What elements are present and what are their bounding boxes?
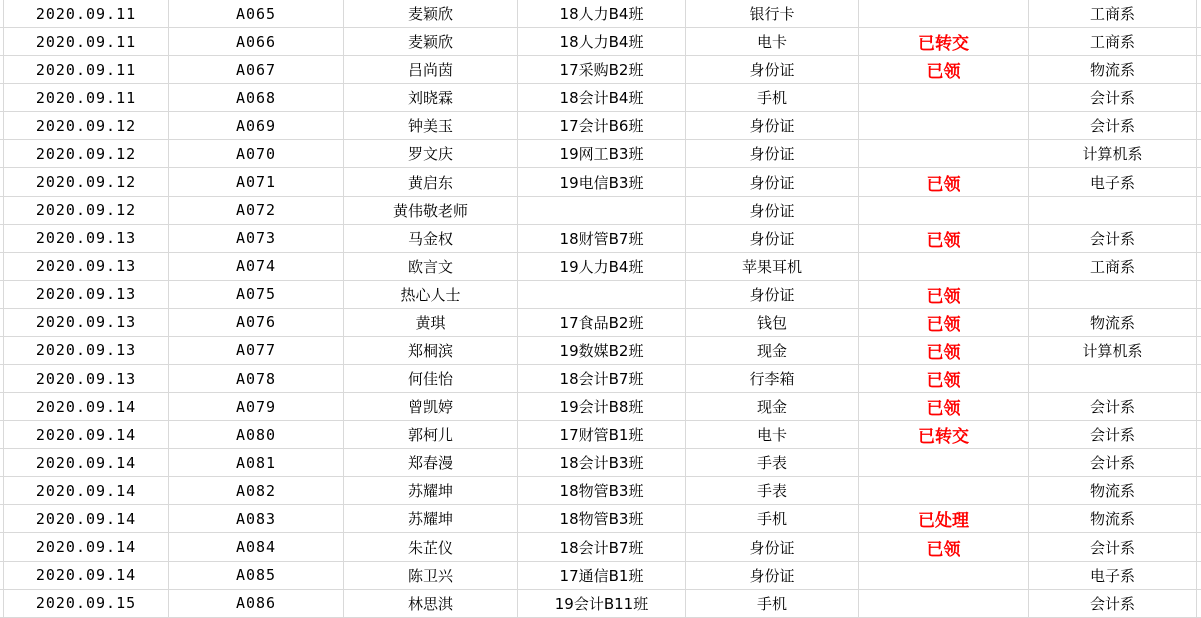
cell-date[interactable]: 2020.09.11 [4,56,169,84]
cell-name[interactable]: 马金权 [344,225,518,253]
cell-date[interactable]: 2020.09.11 [4,28,169,56]
cell-class[interactable]: 19会计B8班 [518,393,686,421]
cell-date[interactable]: 2020.09.13 [4,337,169,365]
cell-name[interactable]: 黄启东 [344,168,518,196]
cell-id[interactable]: A066 [169,28,344,56]
cell-status[interactable]: 已领 [859,309,1029,337]
cell-status[interactable]: 已处理 [859,505,1029,533]
cell-name[interactable]: 陈卫兴 [344,562,518,590]
cell-edge-right[interactable] [1197,197,1201,225]
table-row [0,168,1201,196]
cell-date[interactable]: 2020.09.14 [4,449,169,477]
cell-status[interactable] [859,140,1029,168]
cell-department[interactable]: 物流系 [1029,477,1197,505]
cell-date[interactable]: 2020.09.13 [4,365,169,393]
cell-date[interactable]: 2020.09.14 [4,533,169,561]
cell-item[interactable]: 手机 [686,505,859,533]
cell-item[interactable]: 现金 [686,337,859,365]
cell-name[interactable]: 麦颖欣 [344,28,518,56]
cell-status[interactable]: 已领 [859,365,1029,393]
table-row [0,365,1201,393]
table-row [0,477,1201,505]
cell-status[interactable]: 已领 [859,168,1029,196]
cell-department[interactable]: 物流系 [1029,505,1197,533]
cell-edge-right[interactable] [1197,477,1201,505]
cell-date[interactable]: 2020.09.12 [4,168,169,196]
cell-id[interactable]: A082 [169,477,344,505]
table-row [0,562,1201,590]
cell-date[interactable]: 2020.09.13 [4,309,169,337]
cell-department[interactable]: 计算机系 [1029,337,1197,365]
cell-class[interactable]: 17食品B2班 [518,309,686,337]
cell-department[interactable]: 会计系 [1029,533,1197,561]
cell-id[interactable]: A067 [169,56,344,84]
cell-date[interactable]: 2020.09.12 [4,112,169,140]
cell-edge-right[interactable] [1197,590,1201,618]
cell-id[interactable]: A084 [169,533,344,561]
cell-department[interactable]: 会计系 [1029,421,1197,449]
cell-name[interactable]: 麦颖欣 [344,0,518,28]
cell-status[interactable]: 已转交 [859,421,1029,449]
cell-department[interactable]: 会计系 [1029,590,1197,618]
cell-id[interactable]: A079 [169,393,344,421]
cell-status[interactable] [859,477,1029,505]
cell-department[interactable] [1029,365,1197,393]
cell-id[interactable]: A077 [169,337,344,365]
cell-edge-right[interactable] [1197,168,1201,196]
cell-status[interactable] [859,0,1029,28]
cell-id[interactable]: A081 [169,449,344,477]
cell-name[interactable]: 欧言文 [344,253,518,281]
cell-edge-right[interactable] [1197,533,1201,561]
table-row [0,281,1201,309]
cell-department[interactable] [1029,281,1197,309]
cell-class[interactable]: 17会计B6班 [518,112,686,140]
cell-item[interactable]: 行李箱 [686,365,859,393]
cell-department[interactable]: 计算机系 [1029,140,1197,168]
cell-date[interactable]: 2020.09.14 [4,562,169,590]
cell-edge-right[interactable] [1197,84,1201,112]
cell-edge-right[interactable] [1197,56,1201,84]
cell-id[interactable]: A071 [169,168,344,196]
cell-name[interactable]: 郑桐滨 [344,337,518,365]
cell-id[interactable]: A065 [169,0,344,28]
cell-edge-right[interactable] [1197,140,1201,168]
cell-name[interactable]: 黄伟敬老师 [344,197,518,225]
cell-date[interactable]: 2020.09.11 [4,0,169,28]
cell-name[interactable]: 何佳怡 [344,365,518,393]
cell-edge-right[interactable] [1197,393,1201,421]
cell-class[interactable]: 18物管B3班 [518,477,686,505]
table-row [0,253,1201,281]
cell-class[interactable]: 18会计B7班 [518,533,686,561]
cell-name[interactable]: 罗文庆 [344,140,518,168]
cell-edge-right[interactable] [1197,28,1201,56]
cell-name[interactable]: 苏耀坤 [344,505,518,533]
cell-date[interactable]: 2020.09.13 [4,225,169,253]
cell-id[interactable]: A083 [169,505,344,533]
cell-edge-right[interactable] [1197,112,1201,140]
cell-edge-right[interactable] [1197,253,1201,281]
cell-item[interactable]: 身份证 [686,281,859,309]
cell-name[interactable]: 郭柯儿 [344,421,518,449]
cell-id[interactable]: A070 [169,140,344,168]
cell-class[interactable]: 18会计B7班 [518,365,686,393]
cell-department[interactable]: 会计系 [1029,112,1197,140]
table-row [0,56,1201,84]
cell-class[interactable]: 17采购B2班 [518,56,686,84]
cell-status[interactable]: 已领 [859,56,1029,84]
cell-id[interactable]: A078 [169,365,344,393]
cell-status[interactable] [859,449,1029,477]
cell-department[interactable]: 会计系 [1029,393,1197,421]
cell-status[interactable] [859,590,1029,618]
cell-class[interactable] [518,281,686,309]
cell-status[interactable]: 已领 [859,337,1029,365]
table-row [0,140,1201,168]
cell-id[interactable]: A072 [169,197,344,225]
cell-department[interactable]: 工商系 [1029,28,1197,56]
cell-status[interactable]: 已领 [859,281,1029,309]
cell-date[interactable]: 2020.09.13 [4,281,169,309]
cell-class[interactable]: 17财管B1班 [518,421,686,449]
cell-class[interactable] [518,197,686,225]
cell-class[interactable]: 19人力B4班 [518,253,686,281]
cell-name[interactable]: 苏耀坤 [344,477,518,505]
cell-class[interactable]: 19会计B11班 [518,590,686,618]
cell-date[interactable]: 2020.09.13 [4,253,169,281]
cell-name[interactable]: 曾凯婷 [344,393,518,421]
cell-date[interactable]: 2020.09.14 [4,393,169,421]
cell-status[interactable] [859,562,1029,590]
cell-department[interactable]: 电子系 [1029,562,1197,590]
cell-name[interactable]: 吕尚茵 [344,56,518,84]
cell-item[interactable]: 手表 [686,449,859,477]
cell-class[interactable]: 18物管B3班 [518,505,686,533]
cell-status[interactable]: 已领 [859,393,1029,421]
cell-status[interactable] [859,253,1029,281]
cell-item[interactable]: 身份证 [686,168,859,196]
table-row [0,225,1201,253]
cell-status[interactable] [859,197,1029,225]
table-row [0,421,1201,449]
cell-id[interactable]: A076 [169,309,344,337]
cell-date[interactable]: 2020.09.15 [4,590,169,618]
cell-edge-right[interactable] [1197,0,1201,28]
cell-name[interactable]: 刘晓霖 [344,84,518,112]
cell-item[interactable]: 身份证 [686,112,859,140]
cell-department[interactable]: 物流系 [1029,56,1197,84]
cell-item[interactable]: 现金 [686,393,859,421]
cell-department[interactable]: 会计系 [1029,225,1197,253]
cell-date[interactable]: 2020.09.11 [4,84,169,112]
cell-status[interactable]: 已转交 [859,28,1029,56]
cell-item[interactable]: 身份证 [686,225,859,253]
cell-item[interactable]: 身份证 [686,56,859,84]
cell-name[interactable]: 黄琪 [344,309,518,337]
cell-status[interactable] [859,84,1029,112]
cell-item[interactable]: 电卡 [686,28,859,56]
cell-department[interactable]: 工商系 [1029,253,1197,281]
cell-edge-right[interactable] [1197,421,1201,449]
table-row [0,197,1201,225]
cell-class[interactable]: 19电信B3班 [518,168,686,196]
cell-date[interactable]: 2020.09.14 [4,505,169,533]
cell-department[interactable]: 物流系 [1029,309,1197,337]
cell-status[interactable]: 已领 [859,225,1029,253]
cell-item[interactable]: 身份证 [686,197,859,225]
cell-date[interactable]: 2020.09.14 [4,477,169,505]
cell-id[interactable]: A086 [169,590,344,618]
cell-id[interactable]: A068 [169,84,344,112]
cell-id[interactable]: A069 [169,112,344,140]
cell-department[interactable]: 电子系 [1029,168,1197,196]
table-row [0,505,1201,533]
cell-name[interactable]: 林思淇 [344,590,518,618]
cell-class[interactable]: 19网工B3班 [518,140,686,168]
cell-status[interactable] [859,112,1029,140]
cell-class[interactable]: 19数媒B2班 [518,337,686,365]
table-row [0,533,1201,561]
cell-department[interactable] [1029,197,1197,225]
cell-item[interactable]: 电卡 [686,421,859,449]
table-row [0,0,1201,28]
table-row [0,449,1201,477]
cell-id[interactable]: A075 [169,281,344,309]
cell-edge-right[interactable] [1197,225,1201,253]
cell-edge-right[interactable] [1197,309,1201,337]
cell-item[interactable]: 钱包 [686,309,859,337]
cell-id[interactable]: A085 [169,562,344,590]
cell-department[interactable]: 会计系 [1029,449,1197,477]
cell-class[interactable]: 18财管B7班 [518,225,686,253]
table-row [0,590,1201,618]
cell-class[interactable]: 18会计B3班 [518,449,686,477]
table-row [0,337,1201,365]
cell-edge-right[interactable] [1197,505,1201,533]
cell-name[interactable]: 朱芷仪 [344,533,518,561]
cell-class[interactable]: 18人力B4班 [518,28,686,56]
cell-name[interactable]: 郑春漫 [344,449,518,477]
cell-id[interactable]: A073 [169,225,344,253]
cell-status[interactable]: 已领 [859,533,1029,561]
cell-item[interactable]: 银行卡 [686,0,859,28]
cell-item[interactable]: 手机 [686,84,859,112]
table-row [0,84,1201,112]
cell-class[interactable]: 18人力B4班 [518,0,686,28]
cell-item[interactable]: 身份证 [686,533,859,561]
cell-edge-right[interactable] [1197,281,1201,309]
cell-item[interactable]: 手表 [686,477,859,505]
cell-edge-right[interactable] [1197,337,1201,365]
cell-date[interactable]: 2020.09.12 [4,197,169,225]
table-row [0,112,1201,140]
cell-edge-right[interactable] [1197,449,1201,477]
cell-edge-right[interactable] [1197,365,1201,393]
cell-class[interactable]: 17通信B1班 [518,562,686,590]
table-row [0,28,1201,56]
cell-item[interactable]: 手机 [686,590,859,618]
cell-id[interactable]: A074 [169,253,344,281]
cell-item[interactable]: 苹果耳机 [686,253,859,281]
cell-item[interactable]: 身份证 [686,562,859,590]
table-row [0,393,1201,421]
cell-name[interactable]: 钟美玉 [344,112,518,140]
cell-id[interactable]: A080 [169,421,344,449]
cell-name[interactable]: 热心人士 [344,281,518,309]
cell-department[interactable]: 会计系 [1029,84,1197,112]
cell-date[interactable]: 2020.09.12 [4,140,169,168]
cell-item[interactable]: 身份证 [686,140,859,168]
cell-class[interactable]: 18会计B4班 [518,84,686,112]
cell-edge-right[interactable] [1197,562,1201,590]
cell-date[interactable]: 2020.09.14 [4,421,169,449]
cell-department[interactable]: 工商系 [1029,0,1197,28]
table-row [0,309,1201,337]
